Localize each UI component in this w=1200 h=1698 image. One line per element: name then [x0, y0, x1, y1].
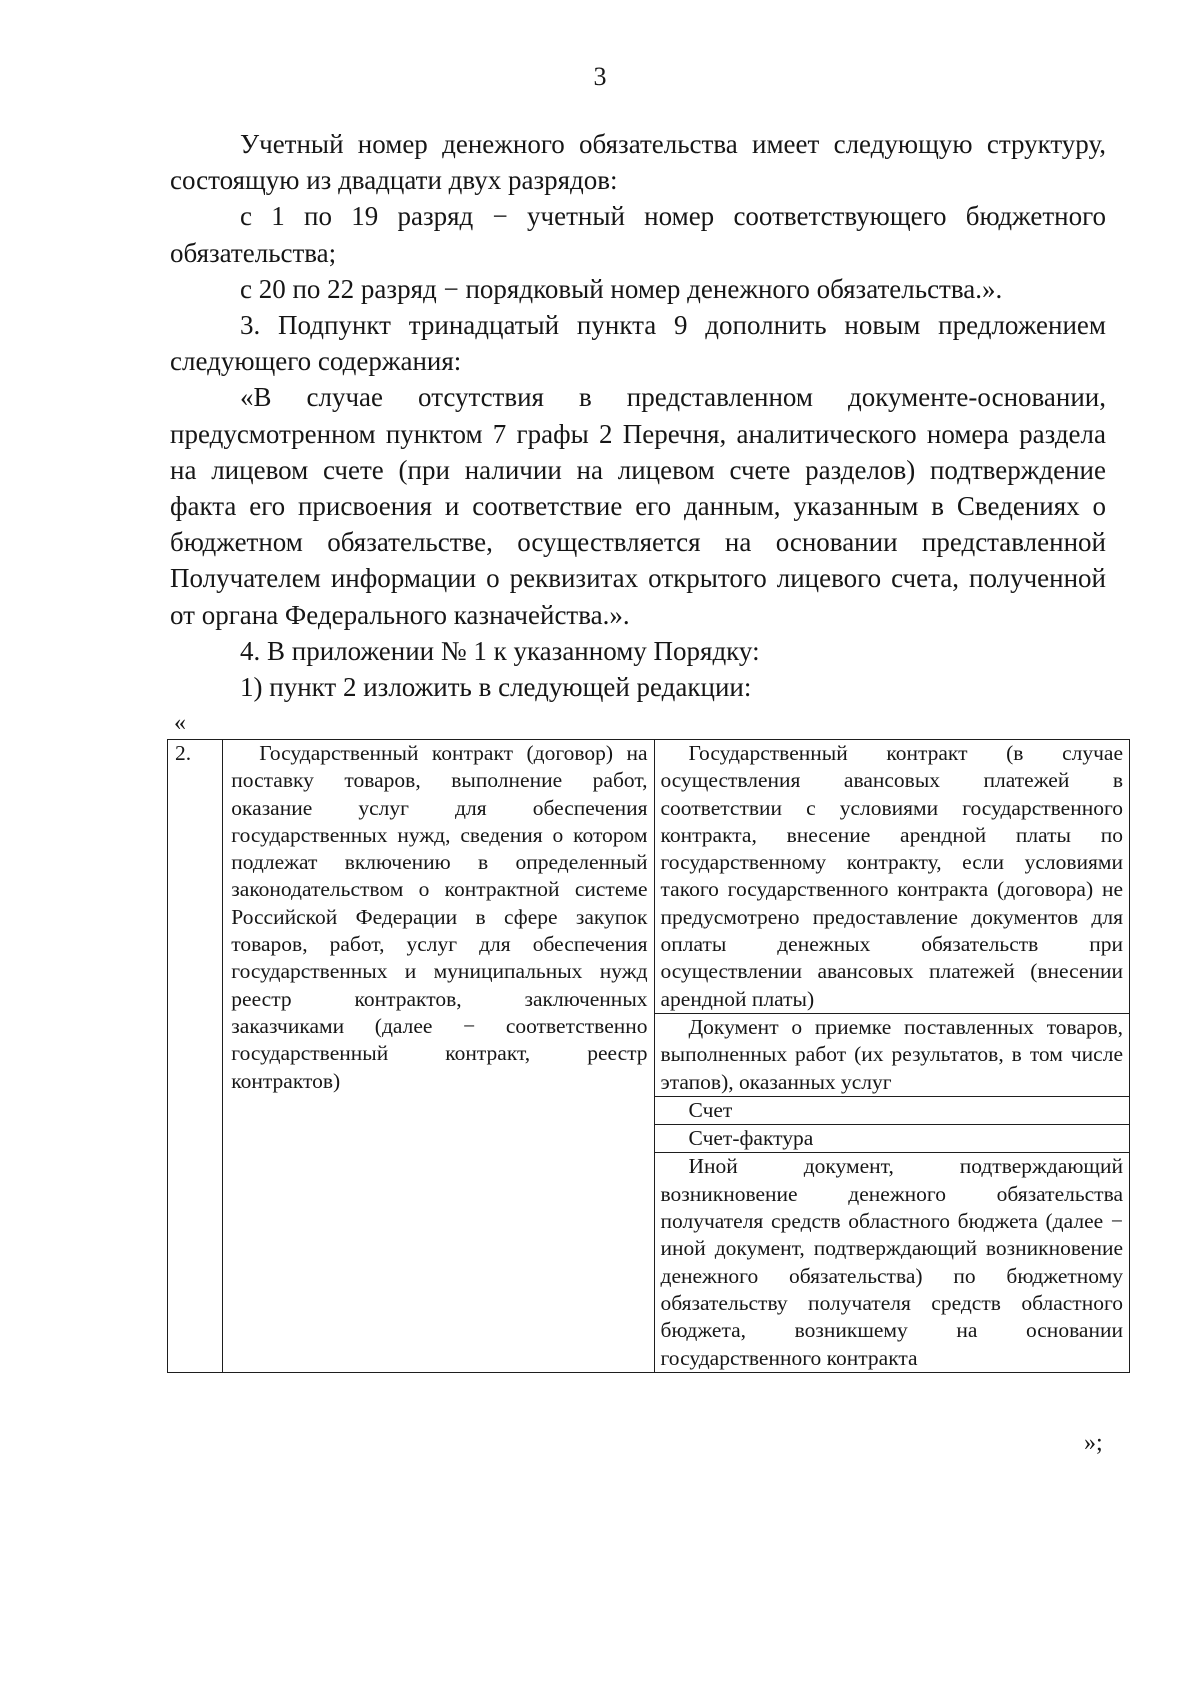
paragraph-quoted-sentence: «В случае отсутствия в представленном документе-основании, предусмотренном пунктом 7 графы 2 Перечня, аналитического номера раздела на лицевом счете (при наличии на лицевом счете разделов) подтверждение факта его присвоения и соответствие его данным, указанным в Сведениях о бюджетном обязательстве, осуществляется на основании представленной Получателем информации о реквизитах открытого лицевого счета, полученной от органа Федерального казначейства.».: [170, 382, 1106, 630]
document-cell-contract: [654, 740, 1129, 1014]
paragraph-item-3: 3. Подпункт тринадцатый пункта 9 дополнить новым предложением следующего содержания:: [170, 310, 1106, 377]
paragraph-digits-1-19: с 1 по 19 разряд − учетный номер соответствующего бюджетного обязательства;: [170, 201, 1106, 268]
documents-table: [167, 739, 1130, 1373]
paragraph-structure: Учетный номер денежного обязательства имеет следующую структуру, состоящую из двадцати двух разрядов:: [170, 129, 1106, 196]
table-close-quote: »;: [1084, 1430, 1103, 1456]
document-text: Счет-фактура: [688, 1126, 814, 1151]
basis-document-text: Государственный контракт (договор) на поставку товаров, выполнение работ, оказание услуг для обеспечения государственных нужд, сведения о котором подлежат включению в определенный законодательством о контрактной системе Российской Федерации в сфере закупок товаров, работ, услуг для обеспечения государственных и муниципальных нужд реестр контрактов, заключенных заказчиками (далее − соответственно государственный контракт, реестр контрактов): [231, 741, 648, 1093]
row-number: 2.: [175, 741, 192, 765]
document-body: [170, 126, 1106, 705]
document-cell-invoice: [654, 1096, 1129, 1124]
row-number-cell: [168, 740, 223, 1373]
table-open-quote: «: [174, 710, 186, 736]
basis-document-cell: [223, 740, 654, 1373]
page-number: 3: [593, 62, 607, 91]
document-cell-acceptance: [654, 1013, 1129, 1096]
paragraph-digits-20-22: с 20 по 22 разряд − порядковый номер денежного обязательства.».: [240, 273, 1003, 304]
table-row: [168, 740, 1130, 1014]
document-text: Счет: [688, 1097, 733, 1122]
paragraph-subitem-1: 1) пункт 2 изложить в следующей редакции:: [240, 672, 752, 703]
document-text: Иной документ, подтверждающий возникновение денежного обязательства получателя средств областного бюджета (далее − иной документ, подтверждающий возникновение денежного обязательства) по бюджетному обязательству получателя средств областного бюджета, возникшему на основании государственного контракта: [660, 1154, 1123, 1370]
document-cell-tax-invoice: [654, 1125, 1129, 1153]
paragraph-item-4: 4. В приложении № 1 к указанному Порядку:: [240, 635, 760, 666]
document-text: Документ о приемке поставленных товаров, выполненных работ (их результатов, в том числе этапов), оказанных услуг: [660, 1014, 1123, 1094]
document-cell-other: [654, 1153, 1129, 1372]
document-text: Государственный контракт (в случае осуществления авансовых платежей в соответствии с условиями государственного контракта, внесение арендной платы по государственному контракту, если условиями такого государственного контракта (договора) не предусмотрено предоставление документов для оплаты денежных обязательств при осуществлении авансовых платежей (внесении арендной платы): [660, 741, 1123, 1011]
